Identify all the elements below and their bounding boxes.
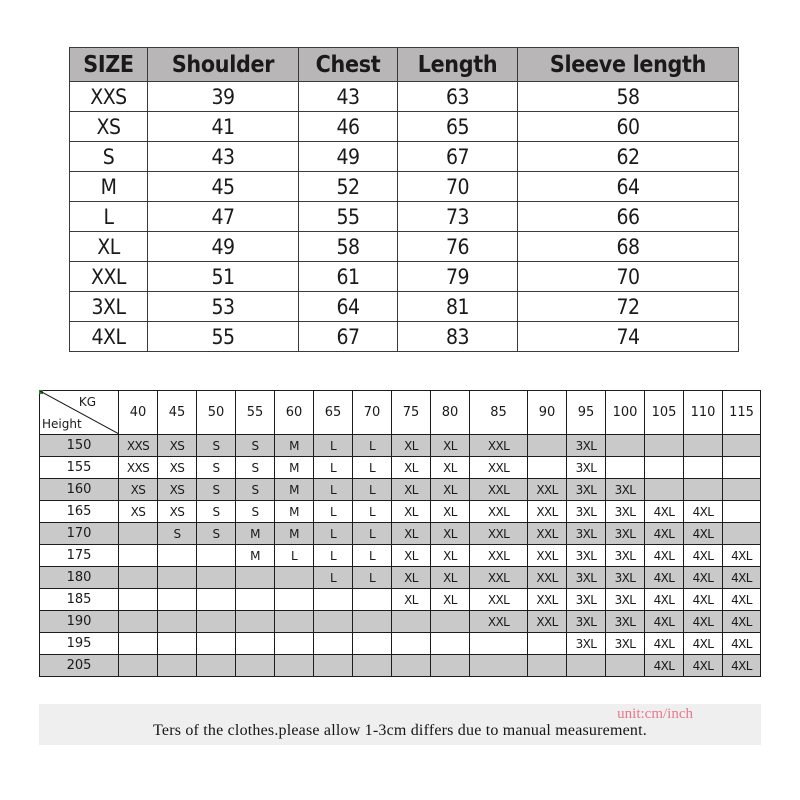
size-cell: 4XL (684, 567, 723, 589)
weight-header: 95 (567, 391, 606, 435)
size-cell: 3XL (606, 479, 645, 501)
measurement-cell: 70 (518, 262, 739, 292)
size-cell: L (314, 479, 353, 501)
size-cell: L (314, 501, 353, 523)
measurement-cell: 43 (299, 82, 398, 112)
size-cell: L (275, 545, 314, 567)
measurement-note (39, 704, 761, 745)
size-cell (606, 435, 645, 457)
size-cell (275, 589, 314, 611)
size-cell: 4XL (645, 567, 684, 589)
height-axis-label: Height (42, 417, 82, 431)
weight-axis-label: KG (78, 395, 96, 409)
size-cell: 3XL (567, 479, 606, 501)
size-cell (528, 655, 567, 677)
size-cell: XS (158, 479, 197, 501)
measurement-cell: 81 (398, 292, 518, 322)
size-cell (392, 611, 431, 633)
size-cell: 3XL (606, 633, 645, 655)
size-cell: S (197, 501, 236, 523)
size-cell: L (353, 479, 392, 501)
measurement-cell: 43 (148, 142, 299, 172)
size-cell (158, 611, 197, 633)
measurement-cell: 64 (299, 292, 398, 322)
table-row (70, 292, 739, 322)
measurement-cell: 55 (148, 322, 299, 352)
weight-header: 60 (275, 391, 314, 435)
size-cell: S (236, 501, 275, 523)
height-cell: 170 (40, 523, 119, 545)
size-cell: XL (392, 545, 431, 567)
measurement-cell: 62 (518, 142, 739, 172)
size-cell: XL (431, 545, 470, 567)
size-cell: XXL (528, 589, 567, 611)
table-row (70, 262, 739, 292)
size-cell: 3XL (567, 633, 606, 655)
size-cell: XL (392, 501, 431, 523)
size-cell (197, 545, 236, 567)
height-cell: 180 (40, 567, 119, 589)
size-cell (567, 655, 606, 677)
size-cell: XXL (470, 523, 528, 545)
measurement-cell: 41 (148, 112, 299, 142)
measurement-cell: 79 (398, 262, 518, 292)
weight-header: 105 (645, 391, 684, 435)
size-cell: XL (431, 567, 470, 589)
size-cell: XS (158, 501, 197, 523)
size-label-cell: S (70, 142, 148, 172)
size-cell: 4XL (684, 501, 723, 523)
weight-header: 70 (353, 391, 392, 435)
size-cell: XXL (470, 589, 528, 611)
size-cell (197, 589, 236, 611)
size-cell: XL (431, 435, 470, 457)
size-cell: 4XL (723, 567, 761, 589)
size-cell: L (314, 567, 353, 589)
size-cell: XXL (528, 523, 567, 545)
size-cell: M (275, 457, 314, 479)
size-cell: XXL (528, 611, 567, 633)
size-cell: XXL (470, 545, 528, 567)
measurement-cell: 51 (148, 262, 299, 292)
size-cell: 3XL (567, 567, 606, 589)
measurement-cell: 67 (299, 322, 398, 352)
size-cell (528, 435, 567, 457)
size-cell: M (275, 479, 314, 501)
size-cell (470, 633, 528, 655)
size-cell: L (353, 501, 392, 523)
height-cell: 165 (40, 501, 119, 523)
size-label-cell: XXL (70, 262, 148, 292)
size-cell (236, 633, 275, 655)
size-cell: XXL (528, 479, 567, 501)
column-header: Chest (299, 48, 398, 82)
measurement-cell: 60 (518, 112, 739, 142)
size-label-cell: XS (70, 112, 148, 142)
height-weight-fit-table (39, 390, 761, 677)
size-cell: L (353, 545, 392, 567)
size-cell: M (275, 523, 314, 545)
table-row (40, 567, 761, 589)
measurement-cell: 52 (299, 172, 398, 202)
table-row (40, 611, 761, 633)
table-row (70, 322, 739, 352)
height-cell: 195 (40, 633, 119, 655)
size-cell: 3XL (606, 523, 645, 545)
size-cell (431, 655, 470, 677)
size-cell (353, 655, 392, 677)
size-cell (119, 611, 158, 633)
unit-label: unit:cm/inch (617, 706, 693, 722)
size-cell (236, 589, 275, 611)
size-cell: 4XL (645, 523, 684, 545)
column-header: SIZE (70, 48, 148, 82)
column-header: Length (398, 48, 518, 82)
table-row (40, 435, 761, 457)
size-cell: XXL (470, 501, 528, 523)
size-cell: L (353, 435, 392, 457)
height-cell: 155 (40, 457, 119, 479)
measurement-cell: 55 (299, 202, 398, 232)
size-cell: L (353, 523, 392, 545)
measurement-cell: 76 (398, 232, 518, 262)
height-cell: 205 (40, 655, 119, 677)
table-row (40, 523, 761, 545)
table-row (40, 457, 761, 479)
table-row (70, 82, 739, 112)
measurement-cell: 66 (518, 202, 739, 232)
size-cell: XL (392, 567, 431, 589)
size-cell: L (314, 457, 353, 479)
size-cell (392, 633, 431, 655)
size-cell: 4XL (645, 501, 684, 523)
size-cell: 3XL (606, 611, 645, 633)
size-cell: 4XL (684, 523, 723, 545)
size-cell: 3XL (567, 589, 606, 611)
size-cell (197, 655, 236, 677)
size-cell (645, 457, 684, 479)
measurement-cell: 61 (299, 262, 398, 292)
size-cell (684, 435, 723, 457)
size-cell: XXL (470, 479, 528, 501)
size-cell (119, 633, 158, 655)
weight-header: 65 (314, 391, 353, 435)
size-cell: L (314, 523, 353, 545)
size-cell (314, 655, 353, 677)
size-cell: 4XL (645, 589, 684, 611)
size-cell: XL (431, 457, 470, 479)
size-cell: 3XL (567, 457, 606, 479)
size-cell: 3XL (567, 545, 606, 567)
height-cell: 160 (40, 479, 119, 501)
size-cell (431, 611, 470, 633)
size-cell: XXL (528, 567, 567, 589)
size-cell: S (236, 457, 275, 479)
size-cell: XL (431, 479, 470, 501)
size-cell (723, 501, 761, 523)
size-cell: XXL (470, 567, 528, 589)
size-cell (236, 655, 275, 677)
measurement-cell: 83 (398, 322, 518, 352)
size-cell (275, 633, 314, 655)
size-cell (158, 567, 197, 589)
size-cell: XL (392, 435, 431, 457)
size-cell (236, 567, 275, 589)
size-cell: L (314, 435, 353, 457)
measurement-cell: 49 (299, 142, 398, 172)
size-cell (158, 545, 197, 567)
size-label-cell: L (70, 202, 148, 232)
size-cell: 4XL (723, 589, 761, 611)
size-cell: 4XL (684, 633, 723, 655)
size-cell (353, 611, 392, 633)
size-cell: XL (392, 457, 431, 479)
size-cell: 4XL (684, 655, 723, 677)
note-message: Ters of the clothes.please allow 1-3cm differs due to manual measurement. (153, 722, 647, 739)
size-cell: 3XL (567, 611, 606, 633)
size-cell: XL (392, 523, 431, 545)
measurement-cell: 65 (398, 112, 518, 142)
measurement-cell: 73 (398, 202, 518, 232)
size-cell (158, 655, 197, 677)
size-cell: 4XL (684, 611, 723, 633)
size-cell: XL (431, 523, 470, 545)
size-cell (684, 479, 723, 501)
size-cell: M (275, 501, 314, 523)
table-row (40, 655, 761, 677)
weight-header-row (40, 391, 761, 435)
size-cell (275, 611, 314, 633)
measurement-cell: 47 (148, 202, 299, 232)
table-row (40, 501, 761, 523)
column-header: Shoulder (148, 48, 299, 82)
size-cell: S (158, 523, 197, 545)
size-cell: M (236, 523, 275, 545)
measurement-cell: 58 (299, 232, 398, 262)
size-cell: 3XL (606, 567, 645, 589)
size-cell (119, 567, 158, 589)
size-cell: 3XL (606, 545, 645, 567)
size-cell (353, 589, 392, 611)
size-label-cell: 3XL (70, 292, 148, 322)
size-cell: 4XL (645, 611, 684, 633)
height-cell: 175 (40, 545, 119, 567)
fit-table-header (40, 391, 761, 435)
size-cell (119, 523, 158, 545)
height-cell: 185 (40, 589, 119, 611)
size-cell: S (236, 479, 275, 501)
size-cell (392, 655, 431, 677)
size-cell (275, 655, 314, 677)
table-row (70, 172, 739, 202)
size-cell (684, 457, 723, 479)
size-cell (645, 479, 684, 501)
size-cell: XXL (470, 611, 528, 633)
measurement-cell: 46 (299, 112, 398, 142)
size-cell: 4XL (645, 655, 684, 677)
size-cell: L (353, 457, 392, 479)
measurement-cell: 58 (518, 82, 739, 112)
table-row (40, 589, 761, 611)
height-cell: 190 (40, 611, 119, 633)
size-cell: 3XL (606, 589, 645, 611)
table-row (70, 112, 739, 142)
size-cell: XL (392, 479, 431, 501)
table-row (40, 479, 761, 501)
size-cell (723, 457, 761, 479)
size-cell: 4XL (645, 545, 684, 567)
size-cell (431, 633, 470, 655)
size-cell (723, 479, 761, 501)
size-cell (119, 545, 158, 567)
size-cell: 3XL (567, 523, 606, 545)
header-row (70, 48, 739, 82)
size-cell: XL (431, 501, 470, 523)
size-cell: 3XL (567, 435, 606, 457)
size-cell: XXS (119, 435, 158, 457)
size-cell (723, 435, 761, 457)
corner-cell (40, 391, 119, 435)
measurement-cell: 64 (518, 172, 739, 202)
table-row (70, 142, 739, 172)
size-cell: XS (119, 501, 158, 523)
size-cell: S (197, 479, 236, 501)
measurement-cell: 68 (518, 232, 739, 262)
size-measurement-table (69, 47, 739, 352)
size-cell: XXS (119, 457, 158, 479)
size-cell: S (236, 435, 275, 457)
weight-header: 100 (606, 391, 645, 435)
size-cell (197, 611, 236, 633)
size-cell (314, 611, 353, 633)
size-cell: XS (158, 457, 197, 479)
size-cell (119, 589, 158, 611)
size-cell: XXL (528, 501, 567, 523)
size-cell: XXL (470, 457, 528, 479)
size-cell: S (197, 435, 236, 457)
size-cell: M (275, 435, 314, 457)
size-cell: 3XL (606, 501, 645, 523)
size-label-cell: XL (70, 232, 148, 262)
size-label-cell: XXS (70, 82, 148, 112)
weight-header: 115 (723, 391, 761, 435)
size-cell: XL (392, 589, 431, 611)
measurement-cell: 67 (398, 142, 518, 172)
size-cell: XS (119, 479, 158, 501)
size-table-body (70, 82, 739, 352)
size-cell: 4XL (684, 589, 723, 611)
weight-header: 80 (431, 391, 470, 435)
size-cell: XS (158, 435, 197, 457)
size-cell (119, 655, 158, 677)
column-header: Sleeve length (518, 48, 739, 82)
size-cell: L (353, 567, 392, 589)
size-cell: 4XL (684, 545, 723, 567)
size-cell: 3XL (567, 501, 606, 523)
weight-header: 90 (528, 391, 567, 435)
size-label-cell: 4XL (70, 322, 148, 352)
size-cell (158, 633, 197, 655)
weight-header: 75 (392, 391, 431, 435)
size-cell: XXL (528, 545, 567, 567)
size-cell (528, 633, 567, 655)
size-cell: 4XL (723, 633, 761, 655)
height-cell: 150 (40, 435, 119, 457)
table-row (70, 202, 739, 232)
size-cell: 4XL (723, 545, 761, 567)
size-cell: S (197, 457, 236, 479)
size-cell: 4XL (723, 655, 761, 677)
size-cell: M (236, 545, 275, 567)
size-cell (275, 567, 314, 589)
size-cell (197, 633, 236, 655)
fit-table-body (40, 435, 761, 677)
size-cell (314, 633, 353, 655)
size-cell: XL (431, 589, 470, 611)
table-row (70, 232, 739, 262)
size-cell: XXL (470, 435, 528, 457)
size-label-cell: M (70, 172, 148, 202)
measurement-cell: 53 (148, 292, 299, 322)
measurement-cell: 45 (148, 172, 299, 202)
size-cell (353, 633, 392, 655)
size-cell (723, 523, 761, 545)
size-table-header (70, 48, 739, 82)
measurement-cell: 39 (148, 82, 299, 112)
size-cell: L (314, 545, 353, 567)
size-cell (528, 457, 567, 479)
size-cell (236, 611, 275, 633)
weight-header: 40 (119, 391, 158, 435)
size-cell: 4XL (645, 633, 684, 655)
size-cell (314, 589, 353, 611)
weight-header: 55 (236, 391, 275, 435)
size-cell (606, 655, 645, 677)
size-cell (606, 457, 645, 479)
table-row (40, 545, 761, 567)
measurement-cell: 72 (518, 292, 739, 322)
weight-header: 85 (470, 391, 528, 435)
size-cell (470, 655, 528, 677)
size-cell (158, 589, 197, 611)
weight-header: 50 (197, 391, 236, 435)
weight-header: 45 (158, 391, 197, 435)
measurement-cell: 49 (148, 232, 299, 262)
weight-header: 110 (684, 391, 723, 435)
size-cell (645, 435, 684, 457)
size-cell: 4XL (723, 611, 761, 633)
size-cell (197, 567, 236, 589)
size-cell: S (197, 523, 236, 545)
measurement-cell: 74 (518, 322, 739, 352)
table-row (40, 633, 761, 655)
measurement-cell: 63 (398, 82, 518, 112)
measurement-cell: 70 (398, 172, 518, 202)
